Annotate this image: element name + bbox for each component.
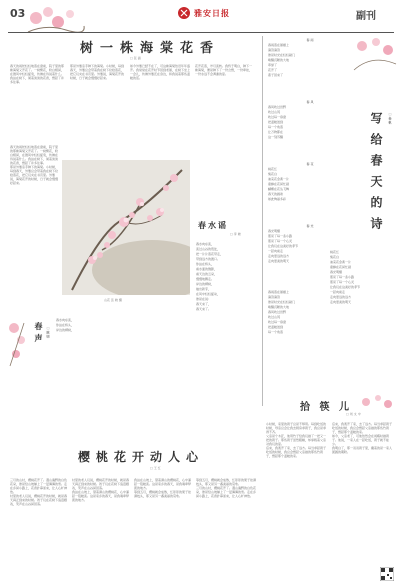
right-poem-section-1: 春 雨 春雨落在屋檐上 滴答滴答 像是时光在轻轻敲门 唤醒沉睡的大地 草绿了 花开了 燕子回来了	[268, 38, 314, 77]
right-poem-tail: 春雨落在屋檐上 滴答滴答 像是时光在轻轻敲门 唤醒沉睡的大地 春风吹过田野 吹过山冈 吹过每一扇窗 把温暖送到 每一个角落	[268, 290, 296, 334]
poem2-title: 春声	[34, 322, 44, 346]
article2-title: 樱桃花开动人心	[78, 450, 205, 464]
section-title: 副刊	[356, 11, 376, 22]
right-poem-section-4: 春 光 春光明媚 照亮了每一条小路 照亮了每一个心灵 让我们在这美好的季节 一起向前走 走向更远的远方 走向更美的明天	[268, 224, 314, 263]
header-rule	[8, 32, 394, 33]
main-article-col-2: 那是外婆亲手种下的海棠。小时候，每到春天，外婆总会带着我在树下捡拾落花，把它们夹在书页里。外婆说，海棠花开的时候，日子就会慢慢好起来。	[70, 64, 125, 80]
article3-col-1: 小时候，家里的筷子总是不够用。每到吃饭的时候，母亲总会让我去厨房拿筷子，我总是拿得不齐。 父亲是个木匠，他用竹子给我们做了一把又一把的筷子。那些筷子虽然粗糙，却承载着父亲对我们的爱。 后来，我离开了家，去了远方。每当拿起筷子吃饭的时候，我总会想起父亲做的那些竹筷子，想起那个温暖的家。	[266, 422, 327, 458]
qr-code-icon	[380, 566, 394, 580]
article3-col-2: 后来，我离开了家，去了远方。每当拿起筷子吃饭的时候，我总会想起父亲做的那些竹筷子，想起那个温暖的家。 如今，父亲老了，可他依然会在闲暇时做筷子。他说，一家人在一起吃饭，筷子就不能少。 我明白了，那一双双筷子里，藏着的是一家人团圆的期盼。	[332, 422, 393, 454]
page-number: 03	[10, 7, 26, 20]
right-poem-extra-col: 桃花红 梨花白 油菜花金黄一片 蜜蜂在花间忙碌 春光明媚 照亮了每一条小路 照亮了每一个心灵 让我们在这美好的季节 一起向前走 走向更远的远方 走向更美的明天	[330, 250, 361, 304]
poem2-body: 春水向东流， 你站在桥头， 岸边的柳树，	[56, 318, 75, 332]
flower-decoration-bottom-right	[358, 392, 396, 414]
main-article-title: 树一株海棠花香	[79, 41, 220, 56]
article2-col-1: 三月的山村，樱桃花开了。漫山遍野的白色花朵，像是给山坡铺上了一层薄薄的雪。走在乡间小路上，花香扑鼻而来，让人心旷神怡。 村里的老人们说，樱桃花开的时候，就是春天真正到来的时候。孩子们在花树下追逐嬉戏，笑声在山谷间回荡。	[10, 478, 68, 506]
poem2-byline: □ 陈 明	[46, 326, 50, 339]
left-column-text: 春天的雨丝轻轻地落在窗前，院子里的那株海棠又开花了。一树繁花，粉白相间，在微风中轻轻摇曳，仿佛在诉说着什么。我站在树下，闻着淡淡的花香，想起了许多往事。 那是外婆亲手种下的海棠。小时候，每到春天，外婆总会带着我在树下捡拾落花，把它们夹在书页里。外婆说，海棠花开的时候，日子就会慢慢好起来。	[10, 145, 58, 185]
flower-decoration-top-left	[26, 4, 86, 34]
right-poem-byline: □ 杨 帆	[388, 112, 392, 125]
main-article-col-1: 春天的雨丝轻轻地落在窗前，院子里的那株海棠又开花了。一树繁花，粉白相间，在微风中轻轻摇曳，仿佛在诉说着什么。我站在树下，闻着淡淡的花香，想起了许多往事。	[10, 64, 65, 84]
photo-caption: 山花 张 晓 摄	[104, 298, 122, 302]
main-article-col-4: 花开花落，岁月流转。我终于明白，种下一株海棠，便是种下了一份念想，一份牵挂，一份永远不会凋谢的爱。	[195, 64, 253, 76]
right-poem-section-2: 春 风 春风吹过田野 吹过山冈 吹过每一扇窗 把温暖送到 每一个角落 让万物都在 这一刻苏醒	[268, 100, 314, 139]
poem1-byline: □ 李 晓	[230, 232, 241, 236]
article2-col-4: 等到五月，樱桃就会成熟，红彤彤的果子挂满枝头，那又是另一番美丽的景象。 三月的山村，樱桃花开了。漫山遍野的白色花朵，像是给山坡铺上了一层薄薄的雪。走在乡间小路上，花香扑鼻而来，让人心旷神怡。	[196, 478, 257, 498]
poem1-title: 春水谣	[198, 220, 228, 230]
right-poem-title: 写给春天的诗	[369, 112, 383, 238]
column-divider	[262, 36, 263, 406]
main-article-byline: □ 张 涵	[130, 56, 141, 60]
right-poem-section-3: 春 花 桃花红 梨花白 油菜花金黄一片 蜜蜂在花间忙碌 蝴蝶在花丛飞舞 春天的画卷 如此绚丽多彩	[268, 162, 314, 201]
article2-byline: □ 王 红	[150, 466, 161, 470]
article2-col-3: 我站在山坡上，望着满山的樱桃花，心中涌起一股暖流。这是家乡的春天，是我魂牵梦萦的地方。 等到五月，樱桃就会成熟，红彤彤的果子挂满枝头，那又是另一番美丽的景象。	[134, 478, 192, 498]
article2-col-2: 村里的老人们说，樱桃花开的时候，就是春天真正到来的时候。孩子们在花树下追逐嬉戏，笑声在山谷间回荡。 我站在山坡上，望着满山的樱桃花，心中涌起一股暖流。这是家乡的春天，是我魂牵梦萦的地方。	[72, 478, 130, 502]
masthead-title: 雅安日报	[194, 8, 230, 18]
masthead-logo	[176, 5, 192, 19]
poem1-body: 春水向东流， 流过山谷的低处， 把一片片落花带走， 带到远方的渡口。 你站在桥头， 看水面的倒影， 看天边的云朵， 慢慢地飘走。 岸边的柳树， 抽出新芽， 在风中轻轻摇动， 像是在说： 春天来了， 春天来了。	[196, 242, 224, 311]
spring-blossom-photo	[62, 160, 190, 295]
flower-decoration-right	[352, 34, 398, 74]
flower-decoration-left	[6, 318, 30, 368]
article3-byline: □ 刘 文 中	[346, 412, 361, 416]
article3-title: 拾 筷 儿	[300, 402, 352, 413]
main-article-col-3: 如今外婆已经不在了，可这株海棠依旧年年盛开。我常常在花开时节回到老屋，在树下坐上一会儿，仿佛外婆还在身边，和我说着那些温暖的话。	[130, 64, 190, 80]
